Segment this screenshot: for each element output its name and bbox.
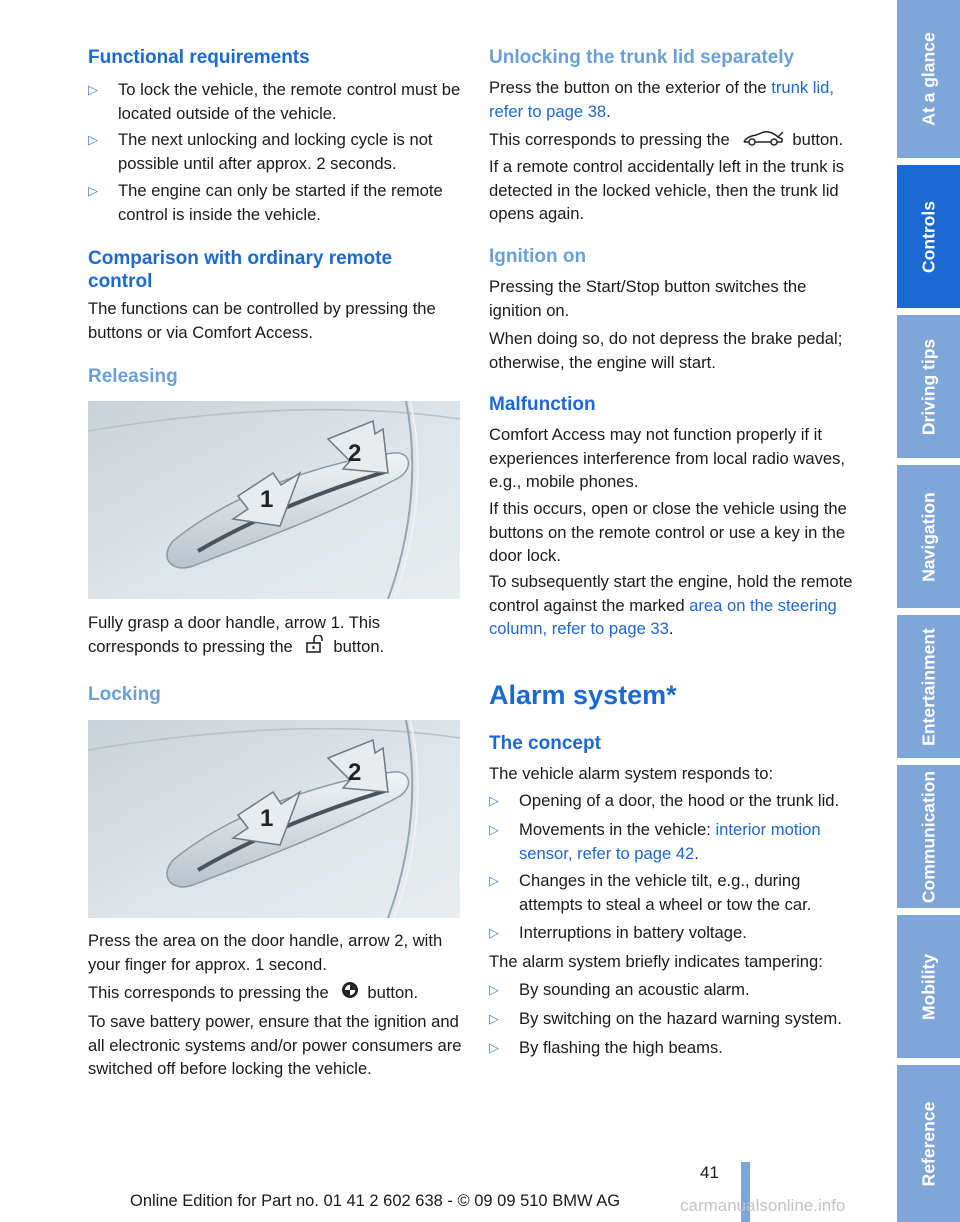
door-handle-release-image	[88, 401, 460, 599]
list-item-text: Movements in the vehicle: interior motion sensor, refer to page 42.	[519, 820, 821, 863]
list-item-text: The engine can only be started if the remote control is inside the vehicle.	[118, 181, 443, 224]
list-item	[489, 789, 862, 813]
unlock-icon	[305, 635, 325, 660]
bullet-marker-icon: ▷	[88, 132, 98, 147]
locking-text-3: To save battery power, ensure that the ignition and all electronic systems and/or power consumers are switched off before locking the vehicle.	[88, 1012, 462, 1078]
watermark: carmanualsonline.info	[680, 1196, 846, 1215]
chapter-sidebar	[897, 0, 960, 1222]
list-item	[489, 978, 862, 1002]
ignition-heading: Ignition on	[489, 246, 587, 267]
ignition-text-2: When doing so, do not depress the brake pedal; otherwise, the engine will start.	[489, 329, 843, 372]
unlocking-text-1: Press the button on the exterior of the trunk lid, refer to page 38.	[489, 78, 834, 121]
tamper-intro: The alarm system briefly indicates tampering:	[489, 952, 823, 971]
list-item-text: To lock the vehicle, the remote control must be located outside of the vehicle.	[118, 80, 461, 123]
bullet-marker-icon: ▷	[489, 873, 499, 888]
malfunction-text-3: To subsequently start the engine, hold the remote control against the marked area on the steering column, refer to page 33.	[489, 572, 853, 638]
bullet-marker-icon: ▷	[489, 925, 499, 940]
list-item	[489, 1007, 862, 1031]
malfunction-text-2: If this occurs, open or close the vehicle using the buttons on the remote control or use a key in the door lock.	[489, 499, 847, 565]
tab-reference[interactable]	[897, 1065, 960, 1222]
arrow-2-label: 2	[348, 759, 362, 786]
list-item	[88, 128, 462, 176]
list-item-text: The next unlocking and locking cycle is not possible until after approx. 2 seconds.	[118, 130, 433, 173]
tab-at-a-glance[interactable]	[897, 0, 960, 158]
tab-communication[interactable]	[897, 765, 960, 908]
tab-label: Navigation	[918, 491, 938, 582]
bmw-logo-icon	[341, 981, 359, 1006]
list-item-text: By switching on the hazard warning system.	[519, 1009, 842, 1028]
tab-label: Controls	[918, 200, 938, 273]
tab-navigation[interactable]	[897, 465, 960, 608]
arrow-2-label: 2	[348, 440, 362, 467]
tab-label: Reference	[918, 1101, 938, 1186]
list-item	[489, 921, 862, 945]
arrow-1-label: 1	[260, 486, 274, 513]
bullet-marker-icon: ▷	[489, 1011, 499, 1026]
bullet-marker-icon: ▷	[489, 793, 499, 808]
door-handle-lock-image	[88, 720, 460, 918]
malfunction-text-1: Comfort Access may not function properly if it experiences interference from local radio waves, e.g., mobile phones.	[489, 425, 846, 491]
list-item-text: Opening of a door, the hood or the trunk lid.	[519, 791, 840, 810]
list-item	[88, 179, 462, 227]
list-item	[88, 78, 462, 126]
list-item-text: Changes in the vehicle tilt, e.g., during attempts to steal a wheel or tow the car.	[519, 871, 812, 914]
list-item	[489, 1036, 862, 1060]
ignition-text-1: Pressing the Start/Stop button switches the ignition on.	[489, 277, 807, 320]
bullet-marker-icon: ▷	[489, 822, 499, 837]
list-item	[489, 869, 862, 917]
locking-heading: Locking	[88, 684, 161, 705]
footer-text: Online Edition for Part no. 01 41 2 602 638 - © 09 09 510 BMW AG	[130, 1192, 621, 1210]
bullet-marker-icon: ▷	[489, 1040, 499, 1055]
tab-entertainment[interactable]	[897, 615, 960, 758]
trunk-lid-link[interactable]: trunk lid, refer to page 38	[489, 78, 834, 121]
list-item	[489, 818, 862, 866]
arrow-1-label: 1	[260, 805, 274, 832]
releasing-text: Fully grasp a door handle, arrow 1. This corresponds to pressing the button.	[88, 611, 462, 659]
bullet-marker-icon: ▷	[489, 982, 499, 997]
tab-label: Driving tips	[918, 338, 938, 435]
list-item-text: Interruptions in battery voltage.	[519, 923, 747, 942]
functional-requirements-heading: Functional requirements	[88, 47, 310, 68]
comparison-text: The functions can be controlled by pressing the buttons or via Comfort Access.	[88, 299, 436, 342]
locking-text-2: This corresponds to pressing the button.	[88, 981, 462, 1006]
locking-text-1: Press the area on the door handle, arrow 2, with your finger for approx. 1 second.	[88, 931, 443, 974]
tab-label: Mobility	[918, 953, 938, 1020]
unlocking-text-3: If a remote control accidentally left in the trunk is detected in the locked vehicle, then the trunk lid opens again.	[489, 157, 845, 223]
comparison-heading: Comparison with ordinary remote control	[88, 248, 393, 292]
alarm-intro: The vehicle alarm system responds to:	[489, 764, 774, 783]
malfunction-heading: Malfunction	[489, 394, 596, 415]
steering-column-link[interactable]: area on the steering column, refer to page 33	[489, 595, 837, 638]
tab-mobility[interactable]	[897, 915, 960, 1058]
list-item-text: By sounding an acoustic alarm.	[519, 980, 750, 999]
tab-label: Entertainment	[918, 627, 938, 746]
tab-label: Communication	[918, 770, 938, 903]
trunk-car-icon	[742, 129, 784, 153]
list-item-text: By flashing the high beams.	[519, 1038, 723, 1057]
bullet-marker-icon: ▷	[88, 82, 98, 97]
page-number: 41	[700, 1163, 719, 1182]
tab-driving-tips[interactable]	[897, 315, 960, 458]
concept-heading: The concept	[489, 733, 601, 754]
tab-controls[interactable]	[897, 165, 960, 308]
alarm-system-heading: Alarm system*	[489, 680, 677, 710]
releasing-heading: Releasing	[88, 366, 178, 387]
motion-sensor-link[interactable]: interior motion sensor, refer to page 42	[519, 820, 821, 863]
bullet-marker-icon: ▷	[88, 183, 98, 198]
unlocking-trunk-heading: Unlocking the trunk lid separately	[489, 47, 795, 68]
unlocking-text-2: This corresponds to pressing the button.	[489, 128, 862, 152]
tab-label: At a glance	[918, 32, 938, 126]
